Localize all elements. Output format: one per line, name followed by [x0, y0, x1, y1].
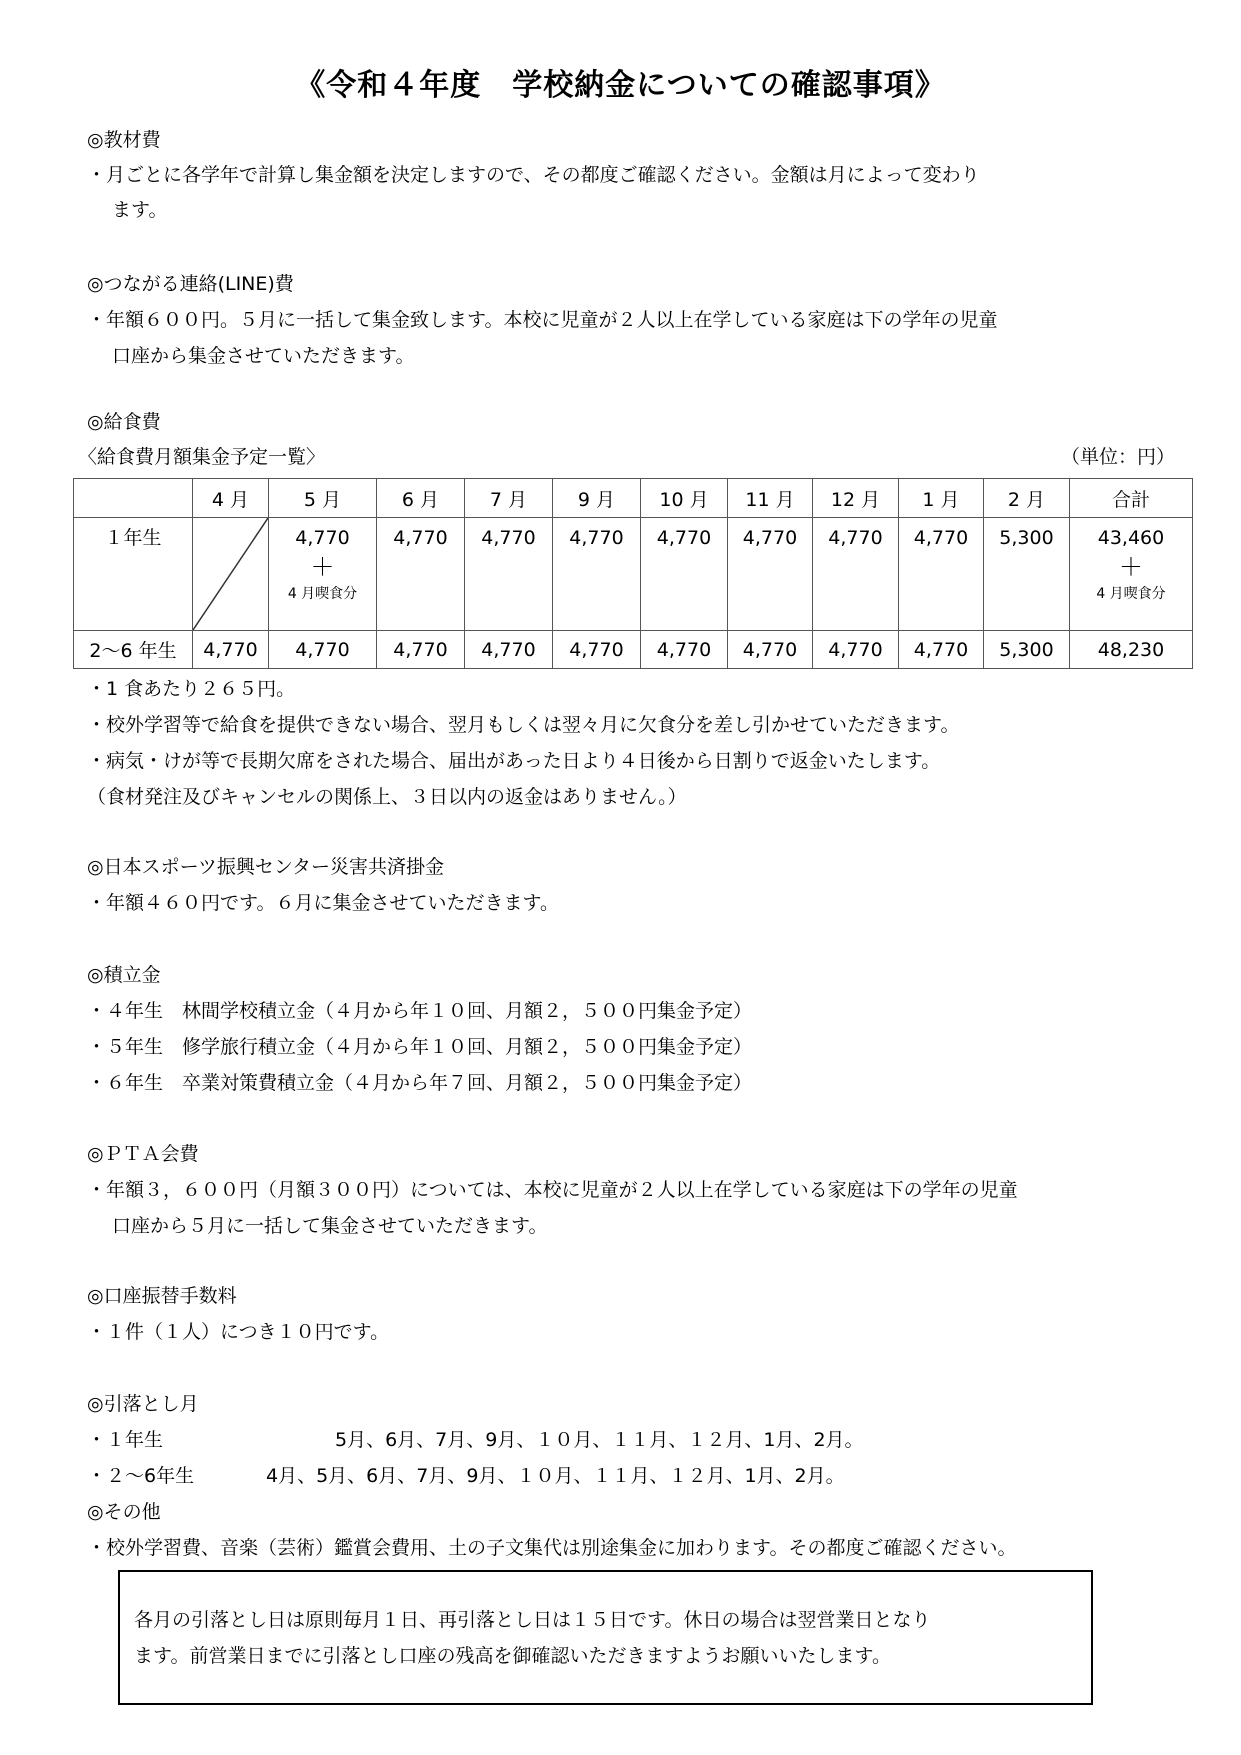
section-heading-withdrawal-months: ◎引落とし月 — [87, 1393, 199, 1415]
plus-sign: ＋ — [310, 553, 335, 581]
savings-line-1: ・４年生 林間学校積立金（４月から年１０回、月額２，５００円集金予定） — [87, 1000, 753, 1022]
total-cell — [1070, 518, 1193, 631]
cell-value: 4,770 — [295, 527, 350, 549]
row-label: 2〜6 年生 — [74, 631, 193, 669]
section-heading-savings: ◎積立金 — [87, 964, 161, 986]
cell-value: 4,770 — [913, 527, 969, 549]
section-heading-transfer-fee: ◎口座振替手数料 — [87, 1285, 237, 1307]
table-header-cell: 5 月 — [269, 479, 377, 518]
value-cell — [377, 518, 465, 631]
withdrawal-months-grade-2-6: 4月、5月、6月、7月、9月、１０月、１１月、１２月、1月、2月。 — [266, 1465, 845, 1487]
value-cell — [465, 518, 553, 631]
lunch-note-1: ・1 食あたり２６５円。 — [87, 678, 296, 700]
table-header-cell — [74, 479, 193, 518]
materials-line-2: ます。 — [112, 199, 168, 221]
withdrawal-label-grade-2-6: ・２〜6年生 — [87, 1465, 195, 1487]
cell-value: 4,770 — [656, 527, 712, 549]
sports-line-1: ・年額４６０円です。６月に集金させていただきます。 — [87, 892, 559, 914]
table-header-cell: 2 月 — [984, 479, 1070, 518]
withdrawal-months-grade-1: 5月、6月、7月、9月、１０月、１１月、１２月、1月、2月。 — [335, 1429, 864, 1451]
table-header-cell: 9 月 — [553, 479, 641, 518]
lunch-note-4: （食材発注及びキャンセルの関係上、３日以内の返金はありません。） — [87, 786, 687, 808]
cell-note: 4 月喫食分 — [287, 586, 358, 602]
materials-line-1: ・月ごとに各学年で計算し集金額を決定しますので、その都度ご確認ください。金額は月によって変わり — [87, 164, 980, 186]
section-heading-other: ◎その他 — [87, 1501, 161, 1523]
value-cell: 4,770 — [193, 631, 269, 669]
value-cell-may — [269, 518, 377, 631]
value-cell: 4,770 — [553, 631, 641, 669]
value-cell: 4,770 — [269, 631, 377, 669]
value-cell: 4,770 — [899, 631, 984, 669]
value-cell: 4,770 — [465, 631, 553, 669]
value-cell: 4,770 — [377, 631, 465, 669]
cell-value: 4,770 — [742, 527, 798, 549]
value-cell — [813, 518, 899, 631]
table-row-grade-1 — [74, 518, 1193, 631]
section-heading-line-fee: ◎つながる連絡(LINE)費 — [87, 273, 294, 295]
table-row-grade-2-6 — [74, 631, 1193, 669]
not-applicable-cell — [193, 518, 269, 631]
table-header-cell: 11 月 — [728, 479, 813, 518]
cell-value: 4,770 — [828, 527, 883, 549]
cell-value: 43,460 — [1097, 527, 1165, 549]
value-cell — [553, 518, 641, 631]
line-fee-line-2: 口座から集金させていただきます。 — [112, 345, 415, 367]
cell-note: 4 月喫食分 — [1096, 586, 1166, 602]
savings-line-2: ・５年生 修学旅行積立金（４月から年１０回、月額２，５００円集金予定） — [87, 1036, 753, 1058]
pta-line-1: ・年額３，６００円（月額３００円）については、本校に児童が２人以上在学している家庭は下の学年の児童 — [87, 1179, 1018, 1201]
other-line-1: ・校外学習費、音楽（芸術）鑑賞会費用、土の子文集代は別途集金に加わります。その都度ご確認ください。 — [87, 1537, 1017, 1559]
lunch-table-caption: 〈給食費月額集金予定一覧〉 — [78, 446, 326, 468]
transfer-fee-line-1: ・１件（１人）につき１０円です。 — [87, 1321, 390, 1343]
value-cell — [728, 518, 813, 631]
plus-sign: ＋ — [1119, 553, 1143, 581]
section-heading-sports: ◎日本スポーツ振興センター災害共済掛金 — [87, 856, 445, 878]
row-label-cell — [74, 518, 193, 631]
section-heading-pta: ◎ＰＴＡ会費 — [87, 1143, 199, 1165]
value-cell — [984, 518, 1070, 631]
table-header-cell: 4 月 — [193, 479, 269, 518]
cell-value: 4,770 — [481, 527, 536, 549]
page-title: 《令和４年度 学校納金についての確認事項》 — [295, 68, 946, 103]
notice-line-2: ます。前営業日までに引落とし口座の残高を御確認いただきますようお願いいたします。 — [134, 1645, 891, 1667]
value-cell: 5,300 — [984, 631, 1070, 669]
lunch-note-3: ・病気・けが等で長期欠席をされた場合、届出があった日より４日後から日割りで返金いたします。 — [87, 750, 941, 772]
table-header-row — [74, 479, 1193, 518]
table-header-cell: 合計 — [1070, 479, 1193, 518]
table-header-cell: 10 月 — [641, 479, 728, 518]
table-header-cell: 7 月 — [465, 479, 553, 518]
table-header-cell: 1 月 — [899, 479, 984, 518]
cell-value: 4,770 — [393, 527, 448, 549]
value-cell: 4,770 — [641, 631, 728, 669]
lunch-note-2: ・校外学習等で給食を提供できない場合、翌月もしくは翌々月に欠食分を差し引かせていただきます。 — [87, 714, 960, 736]
value-cell — [899, 518, 984, 631]
line-fee-line-1: ・年額６００円。５月に一括して集金致します。本校に児童が２人以上在学している家庭は下の学年の児童 — [87, 309, 998, 331]
withdrawal-label-grade-1: ・１年生 — [87, 1429, 164, 1451]
section-heading-materials: ◎教材費 — [87, 129, 161, 151]
row-label: １年生 — [104, 527, 162, 549]
diagonal-slash — [193, 518, 268, 630]
table-header-cell: 12 月 — [813, 479, 899, 518]
total-cell: 48,230 — [1070, 631, 1193, 669]
table-header-cell: 6 月 — [377, 479, 465, 518]
notice-line-1: 各月の引落とし日は原則毎月１日、再引落とし日は１５日です。休日の場合は翌営業日となり — [134, 1609, 931, 1631]
pta-line-2: 口座から５月に一括して集金させていただきます。 — [112, 1215, 548, 1237]
section-heading-lunch: ◎給食費 — [87, 411, 161, 433]
value-cell: 4,770 — [728, 631, 813, 669]
savings-line-3: ・６年生 卒業対策費積立金（４月から年７回、月額２，５００円集金予定） — [87, 1072, 753, 1094]
cell-value: 4,770 — [569, 527, 624, 549]
value-cell: 4,770 — [813, 631, 899, 669]
notice-box — [118, 1570, 1093, 1705]
cell-value: 5,300 — [999, 527, 1054, 549]
lunch-table-unit: （単位：円） — [1060, 446, 1175, 468]
value-cell — [641, 518, 728, 631]
lunch-fee-table — [73, 478, 1193, 669]
